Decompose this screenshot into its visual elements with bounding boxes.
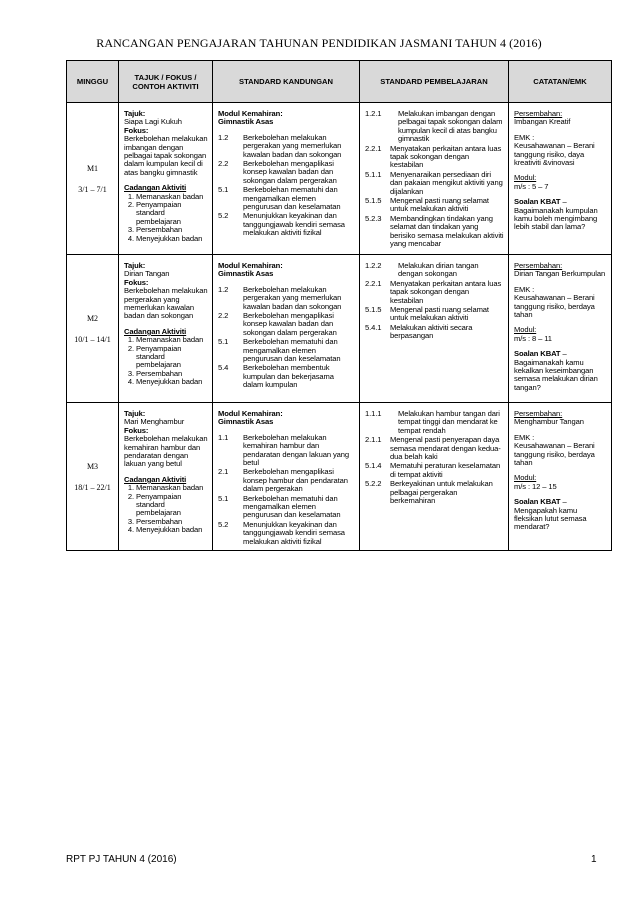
standard-number: 2.2.1: [365, 278, 382, 288]
aktiviti-item: 4. Menyejukkan badan: [136, 378, 208, 386]
standard-number: 1.2.2: [365, 261, 382, 270]
modul-label: Modul Kemahiran:: [218, 409, 283, 418]
aktiviti-label: Cadangan Aktiviti: [124, 474, 187, 484]
fokus-text: Berkebolehan melakukan pergerakan yang memerlukan kawalan badan dan sokongan: [124, 286, 208, 321]
standard-number: 5.1.1: [365, 169, 382, 179]
page-number: 1: [591, 854, 597, 865]
tajuk-cell: [119, 255, 213, 403]
kandungan-cell: [213, 103, 360, 255]
table-row: [67, 403, 612, 551]
aktiviti-item: 1. Memanaskan badan: [136, 484, 208, 492]
standard-text: Berkebolehan mengaplikasi konsep hambur dan pendaratan dalam pergerakan: [243, 467, 348, 494]
standard-text: Berkeyakinan untuk melakukan pelbagai pergerakan berkemahiran: [390, 479, 493, 506]
persembahan-label: Persembahan:: [514, 261, 563, 270]
modul-ms-label: Modul:: [514, 325, 537, 335]
standard-text: Mematuhi peraturan keselamatan di tempat aktiviti: [390, 461, 501, 479]
standard-number: 1.1.1: [365, 409, 382, 418]
standard-text: Berkebolehan mengaplikasi konsep kawalan badan dan sokongan dalam pergerakan: [243, 311, 337, 337]
week-number: M3: [86, 461, 99, 471]
aktiviti-item: 3. Persembahan: [136, 370, 208, 378]
minggu-cell: [67, 103, 119, 255]
rpt-table: [66, 60, 612, 551]
aktiviti-list: [124, 336, 208, 386]
standard-text: Menunjukkan keyakinan dan tanggungjawab kendiri semasa melakukan aktiviti fizikal: [243, 211, 345, 238]
aktiviti-item: 2. Penyampaian standard pembelajaran: [136, 345, 208, 370]
pembelajaran-cell: [360, 403, 509, 551]
aktiviti-label: Cadangan Aktiviti: [124, 326, 187, 336]
catatan-cell: Persembahan: Dirian Tangan Berkumpulan EMK : Keusahawanan – Berani tanggung risiko, berdaya tahan Modul: m/s : 8 – 11 Soalan KBAT – Bagaimanakah kamu kekalkan keseimbangan semasa melakukan dirian tangan?: [509, 255, 612, 403]
modul-ms-text: m/s : 8 – 11: [514, 333, 552, 343]
week-dates: 10/1 – 14/1: [74, 334, 111, 344]
standard-pembelajaran-item: [365, 110, 504, 144]
table-header-row: [67, 61, 612, 103]
standard-text: Mengenal pasti ruang selamat untuk melakukan aktiviti: [390, 196, 489, 214]
aktiviti-item: 2. Penyampaian standard pembelajaran: [136, 493, 208, 518]
week-dates: 18/1 – 22/1: [74, 482, 111, 492]
kbat-text: Bagaimanakah kumpulan kamu boleh mengimbang lebih stabil dan lama?: [514, 205, 598, 232]
standard-number: 5.1.5: [365, 305, 382, 315]
standard-number: 5.1: [218, 185, 229, 195]
aktiviti-item: 3. Persembahan: [136, 518, 208, 526]
modul-ms-label: Modul:: [514, 473, 537, 483]
column-header-minggu: MINGGU: [67, 61, 119, 103]
standard-kandungan-item: [218, 521, 355, 546]
emk-label: EMK :: [514, 284, 535, 294]
standard-pembelajaran-item: [365, 262, 504, 279]
modul-text: Gimnastik Asas: [218, 269, 274, 279]
standard-text: Menyatakan perkaitan antara luas tapak sokongan dengan kestabilan: [390, 143, 502, 170]
aktiviti-list: [124, 193, 208, 243]
standard-pembelajaran-item: [365, 215, 504, 249]
standard-pembelajaran-item: [365, 306, 504, 323]
standard-text: Mengenal pasti ruang selamat untuk melakukan aktiviti: [390, 305, 489, 323]
minggu-cell: [67, 255, 119, 403]
modul-text: Gimnastik Asas: [218, 117, 274, 127]
standard-number: 2.1.1: [365, 435, 382, 445]
standard-kandungan-item: [218, 434, 355, 468]
aktiviti-item: 4. Menyejukkan badan: [136, 526, 208, 534]
modul-label: Modul Kemahiran:: [218, 109, 283, 118]
standard-kandungan-item: [218, 212, 355, 237]
standard-text: Berkebolehan membentuk kumpulan dan bekerjasama dalam kumpulan: [243, 363, 334, 390]
pembelajaran-cell: [360, 255, 509, 403]
week-number: M1: [86, 163, 99, 173]
standard-text: Menunjukkan keyakinan dan tanggungjawab kendiri semasa melakukan aktiviti fizikal: [243, 519, 345, 546]
persembahan-text: Dirian Tangan Berkumpulan: [514, 269, 606, 279]
standard-pembelajaran-item: [365, 280, 504, 305]
emk-text: Keusahawanan – Berani tanggung risiko, berdaya tahan: [514, 293, 595, 320]
tajuk-cell: [119, 403, 213, 551]
kbat-label: Soalan KBAT: [514, 197, 561, 207]
table-row: [67, 103, 612, 255]
persembahan-label: Persembahan:: [514, 109, 563, 118]
standard-pembelajaran-item: [365, 324, 504, 341]
standard-kandungan-item: [218, 286, 355, 311]
standard-text: Berkebolehan melakukan kemahiran hambur dan pendaratan dengan lakuan yang betul: [243, 432, 350, 468]
emk-label: EMK :: [514, 432, 535, 442]
standard-kandungan-item: [218, 134, 355, 159]
standard-number: 1.2.1: [365, 109, 382, 118]
tajuk-text: Mari Menghambur: [124, 417, 185, 427]
aktiviti-item: 3. Persembahan: [136, 226, 208, 234]
pembelajaran-cell: [360, 103, 509, 255]
tajuk-label: Tajuk:: [124, 261, 146, 270]
kbat-label: Soalan KBAT: [514, 349, 561, 359]
standard-number: 2.2: [218, 311, 229, 321]
standard-kandungan-item: [218, 468, 355, 493]
standard-number: 2.2.1: [365, 143, 382, 153]
emk-text: Keusahawanan – Berani tanggung risiko, daya kreativiti &vinovasi: [514, 141, 595, 168]
fokus-text: Berkebolehan melakukan imbangan dengan pelbagai tapak sokongan dalam kumpulan kecil di atas bangku gimnastik: [124, 134, 208, 177]
standard-text: Melakukan hambur tangan dari tempat tinggi dan mendarat ke tempat rendah: [398, 409, 500, 435]
standard-kandungan-item: [218, 364, 355, 389]
aktiviti-item: 1. Memanaskan badan: [136, 193, 208, 201]
catatan-cell: Persembahan: Menghambur Tangan EMK : Keusahawanan – Berani tanggung risiko, berdaya tahan Modul: m/s : 12 – 15 Soalan KBAT – Mengapakah kamu fleksikan lutut semasa mendarat?: [509, 403, 612, 551]
standard-number: 5.4: [218, 363, 229, 373]
standard-pembelajaran-item: [365, 462, 504, 479]
persembahan-text: Imbangan Kreatif: [514, 117, 571, 127]
standard-pembelajaran-item: [365, 436, 504, 461]
standard-text: Mengenal pasti penyerapan daya semasa mendarat dengan kedua-dua belah kaki: [390, 435, 501, 462]
tajuk-cell: [119, 103, 213, 255]
standard-pembelajaran-item: [365, 145, 504, 170]
standard-number: 5.1.4: [365, 461, 382, 471]
standard-text: Berkebolehan mematuhi dan mengamalkan elemen pengurusan dan keselamatan: [243, 185, 341, 212]
aktiviti-list: [124, 484, 208, 534]
persembahan-text: Menghambur Tangan: [514, 417, 584, 427]
aktiviti-item: 2. Penyampaian standard pembelajaran: [136, 201, 208, 226]
kbat-text: Bagaimanakah kamu kekalkan keseimbangan semasa melakukan dirian tangan?: [514, 357, 598, 392]
minggu-cell: [67, 403, 119, 551]
page-title: RANCANGAN PENGAJARAN TAHUNAN PENDIDIKAN JASMANI TAHUN 4 (2016): [96, 36, 542, 50]
standard-pembelajaran-item: [365, 197, 504, 214]
standard-text: Berkebolehan mengaplikasi konsep kawalan badan dan sokongan dalam pergerakan: [243, 159, 337, 185]
modul-text: Gimnastik Asas: [218, 417, 274, 427]
standard-kandungan-item: [218, 186, 355, 211]
standard-kandungan-item: [218, 312, 355, 337]
fokus-label: Fokus:: [124, 425, 149, 435]
standard-number: 5.2: [218, 519, 229, 529]
standard-kandungan-item: [218, 495, 355, 520]
modul-ms-label: Modul:: [514, 173, 537, 183]
kandungan-cell: [213, 403, 360, 551]
standard-number: 5.1.5: [365, 196, 382, 206]
standard-kandungan-item: [218, 338, 355, 363]
standard-number: 5.2.2: [365, 479, 382, 489]
standard-number: 5.4.1: [365, 322, 382, 332]
standard-text: Menyatakan perkaitan antara luas tapak sokongan dengan kestabilan: [390, 278, 502, 305]
fokus-text: Berkebolehan melakukan kemahiran hambur dan pendaratan dengan lakuan yang betul: [124, 434, 208, 469]
footer-label: RPT PJ TAHUN 4 (2016): [66, 854, 177, 865]
modul-ms-text: m/s : 5 – 7: [514, 181, 549, 191]
kbat-text: Mengapakah kamu fleksikan lutut semasa mendarat?: [514, 505, 587, 532]
standard-pembelajaran-item: [365, 171, 504, 196]
standard-number: 1.1: [218, 432, 229, 442]
week-dates: 3/1 – 7/1: [78, 184, 107, 194]
column-header-pembelajaran: STANDARD PEMBELAJARAN: [360, 61, 509, 103]
week-number: M2: [86, 313, 99, 323]
fokus-label: Fokus:: [124, 277, 149, 287]
standard-text: Melakukan aktiviti secara berpasangan: [390, 322, 473, 341]
modul-ms-text: m/s : 12 – 15: [514, 481, 557, 491]
table-row: [67, 255, 612, 403]
aktiviti-item: 4. Menyejukkan badan: [136, 235, 208, 243]
fokus-label: Fokus:: [124, 125, 149, 135]
emk-label: EMK :: [514, 132, 535, 142]
tajuk-text: Siapa Lagi Kukuh: [124, 117, 182, 127]
standard-text: Melakukan dirian tangan dengan sokongan: [398, 261, 479, 279]
standard-number: 5.2.3: [365, 213, 382, 223]
column-header-catatan: CATATAN/EMK: [509, 61, 612, 103]
tajuk-label: Tajuk:: [124, 409, 146, 418]
column-header-kandungan: STANDARD KANDUNGAN: [213, 61, 360, 103]
catatan-cell: Persembahan: Imbangan Kreatif EMK : Keusahawanan – Berani tanggung risiko, daya kreativiti &vinovasi Modul: m/s : 5 – 7 Soalan KBAT – Bagaimanakah kumpulan kamu boleh mengimbang lebih stabil dan lama?: [509, 103, 612, 255]
standard-text: Melakukan imbangan dengan pelbagai tapak sokongan dalam kumpulan kecil di atas bangku gimnastik: [398, 109, 503, 144]
persembahan-label: Persembahan:: [514, 409, 563, 418]
standard-text: Berkebolehan mematuhi dan mengamalkan elemen pengurusan dan keselamatan: [243, 337, 341, 364]
standard-number: 1.2: [218, 132, 229, 142]
tajuk-text: Dirian Tangan: [124, 269, 170, 279]
standard-pembelajaran-item: [365, 480, 504, 505]
standard-text: Berkebolehan melakukan pergerakan yang memerlukan kawalan badan dan sokongan: [243, 284, 342, 311]
tajuk-label: Tajuk:: [124, 109, 146, 118]
modul-label: Modul Kemahiran:: [218, 261, 283, 270]
column-header-tajuk: TAJUK / FOKUS / CONTOH AKTIVITI: [119, 61, 213, 103]
standard-number: 5.2: [218, 211, 229, 221]
standard-number: 5.1: [218, 337, 229, 347]
standard-text: Berkebolehan melakukan pergerakan yang memerlukan kawalan badan dan sokongan: [243, 132, 342, 159]
aktiviti-item: 1. Memanaskan badan: [136, 336, 208, 344]
standard-pembelajaran-item: [365, 410, 504, 435]
kbat-label: Soalan KBAT: [514, 497, 561, 507]
standard-text: Membandingkan tindakan yang selamat dan tindakan yang berisiko semasa melakukan aktiviti yang mencabar: [390, 213, 504, 249]
standard-text: Berkebolehan mematuhi dan mengamalkan elemen pengurusan dan keselamatan: [243, 493, 341, 520]
standard-number: 1.2: [218, 284, 229, 294]
aktiviti-label: Cadangan Aktiviti: [124, 183, 187, 193]
standard-number: 2.2: [218, 159, 229, 169]
standard-kandungan-item: [218, 160, 355, 185]
standard-number: 2.1: [218, 467, 229, 477]
standard-number: 5.1: [218, 493, 229, 503]
emk-text: Keusahawanan – Berani tanggung risiko, berdaya tahan: [514, 441, 595, 468]
kandungan-cell: [213, 255, 360, 403]
standard-text: Menyenaraikan persediaan diri dan pakaian mengikut aktiviti yang dijalankan: [390, 169, 503, 196]
